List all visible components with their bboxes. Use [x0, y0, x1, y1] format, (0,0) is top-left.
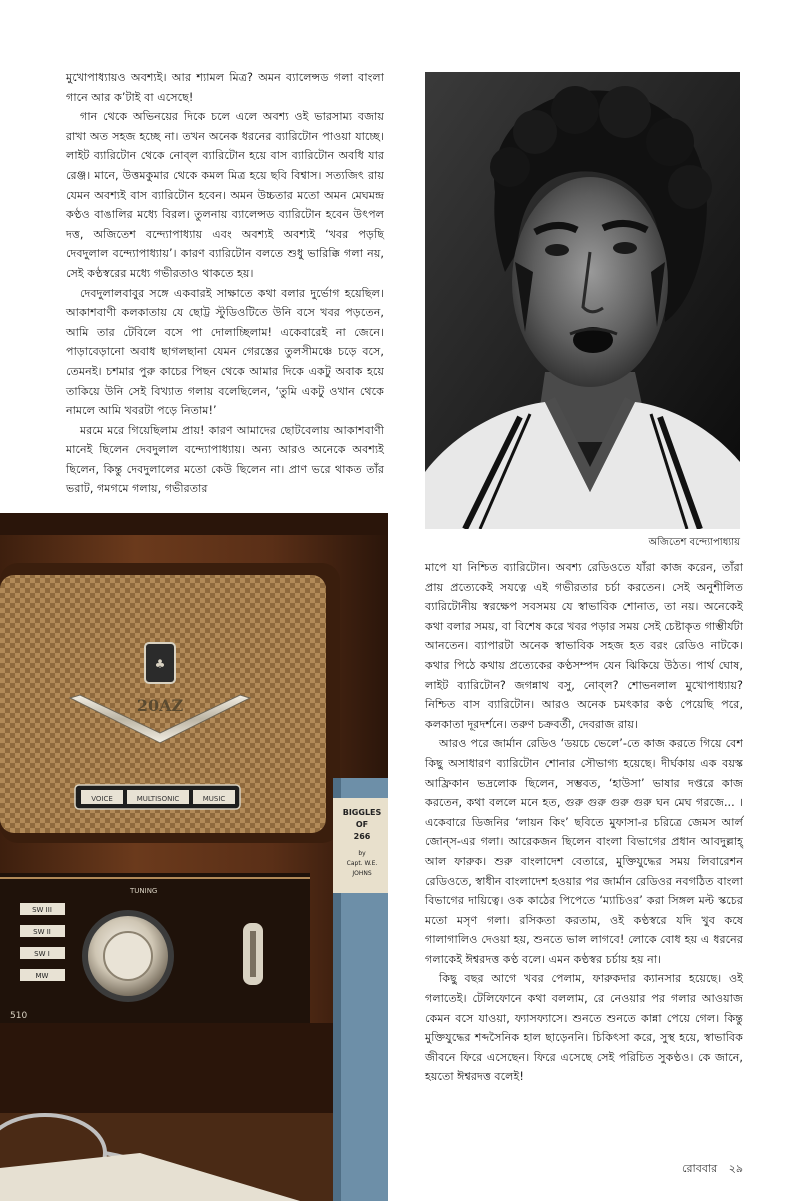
- article-paragraph: কিছু বছর আগে খবর পেলাম, ফারুকদার ক্যানসার হয়েছে। ওই গলাতেই। টেলিফোনে কথা বললাম, রে নেওয়ার পর গলার আওয়াজ কেমন বসে যাওয়া, ফ্যাসফ্যাসে। শুনতে শুনতে কান্না পেয়ে গেল। কিন্তু মুক্তিযুদ্ধের শব্দসৈনিক হাল ছাড়েননি। চিকিৎসা করে, সুস্থ হয়ে, স্বাভাবিক জীবনে ফিরে এসেছেন। ফিরে এসেছে সেই পরিচিত সুকণ্ঠও। কে জানে, হয়তো ঈশ্বরদত্ত বলেই!: [425, 972, 743, 1084]
- book-author: JOHNS: [352, 870, 372, 877]
- article-paragraph: গান থেকে অভিনয়ের দিকে চলে এলে অবশ্য ওই ভারসাম্য বজায় রাখা অত সহজ হচ্ছে না। তখন অনেক ধরনের ব্যারিটোন পাওয়া যাচ্ছে। লাইট ব্যারিটোন থেকে নোব্‌ল ব্যারিটোন হয়ে বাস ব্যারিটোন অবধি যার রেঞ্জ। মানে, উত্তমকুমার থেকে কমল মিত্র হয়ে ছবি বিশ্বাস। সত্যজিৎ রায় যেমন অবশ্যই বাস ব্যারিটোন হবেন। অমন উচ্চতার মতো অমন মেঘমন্দ্র কণ্ঠও বাঙালির মধ্যে বিরল। তুলনায় ব্যালেন্সড ব্যারিটোন হবেন উৎপল দত্ত, অজিতেশ বন্দ্যোপাধ্যায় এবং অবশ্যই অবশ্যই ‘খবর পড়ছি দেবদুলাল বন্দ্যোপাধ্যায়’। কারণ ব্যারিটোন বলতে শুধু ভারিক্কি গলা নয়, সেই কণ্ঠস্বরের মধ্যে গভীরতাও থাকতে হয়।: [66, 110, 384, 280]
- portrait-caption: অজিতেশ বন্দ্যোপাধ্যায়: [648, 537, 740, 548]
- book-author: by: [358, 850, 366, 857]
- page-footer: [674, 1160, 743, 1179]
- band-label: SW III: [32, 906, 52, 914]
- book-title: BIGGLES: [342, 808, 382, 817]
- dial-label: TUNING: [130, 887, 158, 895]
- dial-number: 510: [10, 1011, 28, 1021]
- book-title: OF: [355, 820, 369, 829]
- book-title: 266: [353, 832, 371, 841]
- svg-text:♣: ♣: [154, 657, 166, 671]
- book-author: Capt. W.E.: [346, 860, 378, 867]
- radio-button-label: VOICE: [91, 795, 113, 803]
- article-paragraph: আরও পরে জার্মান রেডিও ‘ডয়চে ভেলে’-তে কাজ করতে গিয়ে বেশ কিছু অসাধারণ ব্যারিটোন শোনার সৌভাগ্য হয়েছে। দীর্ঘকায় এক বয়স্ক আফ্রিকান ভদ্রলোক ছিলেন, সম্ভবত, ‘হাউসা’ ভাষার দপ্তরে কাজ করতেন, কথা বললে মনে হত, গুরু গুরু গুরু গুরু ঘন মেঘ গরজে... । একেবারে ডিজনির ‘লায়ন কিং’ ছবিতে মুফাসা-র চরিত্রে জেমস আর্ল জোন্‌স-এর গলা। আরেকজন ছিলেন বাংলা বিভাগের প্রধান আবদুল্লাহ্‌ আল ফারুক। শুরু বাংলাদেশ বেতারে, মুক্তিযুদ্ধের সময় লিবারেশন রেডিওতে, স্বাধীন বাংলাদেশ হওয়ার পর জার্মান রেডিওর নবগঠিত বাংলা বিভাগের দায়িত্বে। ওক কাঠের পিপেতে ‘ম্যাচিওর’ করা সিঙ্গল মল্ট স্কচের মতো মসৃণ গলা। রসিকতা করতাম, ওই কণ্ঠস্বরে যদি খুব কষে গালাগালিও দেওয়া হয়, শুনতে ভাল লাগবে! লোকে বোধ হয় এ ধরনের গলাকেই ঈশ্বরদত্ত কণ্ঠ বলে। এমন কণ্ঠস্বর চর্চায় হয় না।: [425, 737, 743, 966]
- radio-button-label: MUSIC: [202, 795, 226, 803]
- radio-brand-text: 20AZ: [136, 696, 184, 715]
- article-paragraph: মাপে যা নিশ্চিত ব্যারিটোন। অবশ্য রেডিওতে যাঁরা কাজ করেন, তাঁরা প্রায় প্রত্যেকেই সযত্নে এই গভীরতার চর্চা করতেন। সেই অনুশীলিত ব্যারিটোনীয় স্বরক্ষেপ সবসময় যে স্বাভাবিক শোনাত, তা নয়। অনেকেই কথা বলার সময়, বা বিশেষ করে খবর পড়ার সময় সেই চেষ্টাকৃত গাম্ভীর্যটা আনতেন। ব্যাপারটা অনেক স্বাভাবিক সহজ হত বরং রেডিও নাটকে। কথার পিঠে কথায় প্রত্যেকের কণ্ঠসম্পদ যেন ঝিকিয়ে উঠত। পার্থ ঘোষ, লাইট ব্যারিটোন? জগন্নাথ বসু, নোব্‌ল? শোভনলাল মুখোপাধ্যায়? নিশ্চিত বাস ব্যারিটোন। আরও অনেক চমৎকার কণ্ঠ পেয়েছি পরে, কলকাতা দূরদর্শনে। তরুণ চক্রবর্তী, দেবরাজ রায়।: [425, 561, 743, 731]
- portrait-photo: [425, 72, 740, 529]
- radio-illustration: [0, 513, 388, 1201]
- article-column-bottom-right: [425, 558, 743, 1087]
- radio-photo: [0, 513, 388, 1201]
- band-label: SW II: [33, 928, 51, 936]
- article-paragraph: মরমে মরে গিয়েছিলাম প্রায়! কারণ আমাদের ছোটবেলায় আকাশবাণী মানেই ছিলেন দেবদুলাল বন্দ্যোপাধ্যায়। অন্য আরও অনেকে অবশ্যই ছিলেন, কিন্তু দেবদুলালের মতো কেউ ছিলেন না। প্রাণ ভরে থাকত তাঁর ভরাট, গমগমে গলায়, গভীরতার: [66, 423, 384, 496]
- band-label: MW: [35, 972, 49, 980]
- article-paragraph: দেবদুলালবাবুর সঙ্গে একবারই সাক্ষাতে কথা বলার দুর্ভোগ হয়েছিল। আকাশবাণী কলকাতায় যে ছোট্ট স্টুডিওটিতে উনি বসে খবর পড়তেন, আমি তার টেবিলে বসে পা দোলাচ্ছিলাম! একেবারেই না জেনে। পাড়াবেড়ানো অবাধ ছাগলছানা যেমন গেরস্তের তুলসীমঞ্চে চড়ে বসে, তেমনই। চশমার পুরু কাচের পিছন থেকে আমার দিকে একটু অবাক হয়ে তাকিয়ে উনি সেই বিখ্যাত গলায় বলেছিলেন, ‘তুমি একটু ওখান থেকে নামলে আমি খবরটা পড়ে নিতাম!’: [66, 286, 384, 418]
- band-label: SW I: [34, 950, 50, 958]
- radio-button-label: MULTISONIC: [136, 795, 180, 803]
- page-number: ২৯: [728, 1162, 743, 1175]
- article-column-top-left: [66, 68, 384, 499]
- portrait-illustration: [425, 72, 740, 529]
- article-paragraph: মুখোপাধ্যায়ও অবশ্যই। আর শ্যামল মিত্র? অমন ব্যালেন্সড গলা বাংলা গানে আর ক’টাই বা এসেছে!: [66, 71, 384, 104]
- magazine-name: রোববার: [682, 1162, 718, 1175]
